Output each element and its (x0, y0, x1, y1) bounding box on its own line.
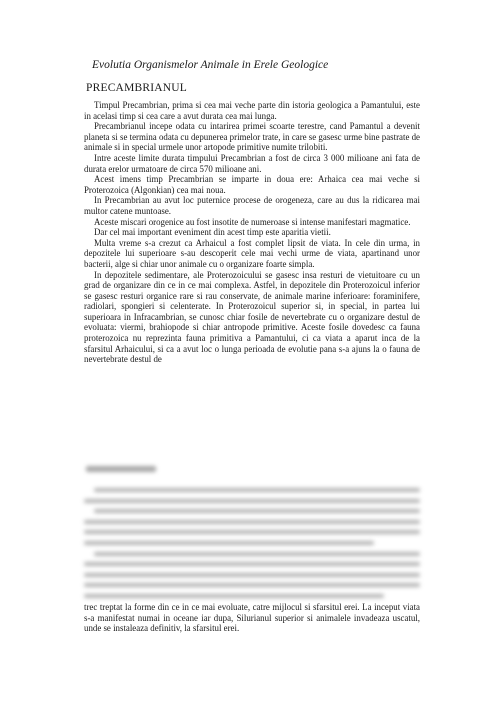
paragraph: Dar cel mai important eveniment din acest timp este aparitia vietii. (94, 227, 331, 238)
paragraph: Intre aceste limite durata timpului Precambrian a fost de circa 3 000 milioane ani fata de durata erelor urmatoare de circa 570 milioane ani. (84, 152, 420, 174)
blurred-text-lines (84, 488, 420, 605)
document-title: Evolutia Organismelor Animale in Erele Geologice (92, 59, 329, 71)
blurred-section-heading (86, 466, 156, 472)
section-heading-precambrian: PRECAMBRIANUL (86, 82, 188, 94)
paragraph: Timpul Precambrian, prima si cea mai veche parte din istoria geologica a Pamantului, este in acelasi timp si cea care a avut durata cea mai lunga. (84, 100, 420, 121)
paragraph: Precambrianul incepe odata cu intarirea primei scoarte terestre, cand Pamantul a devenit planeta si se termina odata cu depunerea primelor trate, in care se gasesc urme bine pastrate de animale si in special urmele unor artopode primitive numite trilobiti. (84, 121, 420, 153)
precambrian-body (84, 100, 420, 365)
tail-body (84, 602, 420, 634)
paragraph: Multa vreme s-a crezut ca Arhaicul a fost complet lipsit de viata. In cele din urma, in depozitele lui superioare s-au descoperit cele mai vechi urme de viata, apartinand unor bacterii, alge si chiar unor animale cu o organizare foarte simpla. (84, 237, 420, 269)
paragraph: Acest imens timp Precambrian se imparte in doua ere: Arhaica cea mai veche si Proterozoica (Algonkian) cea mai noua. (84, 174, 420, 195)
paragraph: trec treptat la forme din ce in ce mai evoluate, catre mijlocul si sfarsitul erei. La inceput viata s-a manifestat numai in oceane iar dupa, Silurianul superior si animalele invadeaza uscatul, unde se instaleaza definitiv, la sfarsitul erei. (84, 602, 420, 634)
paragraph: In Precambrian au avut loc puternice procese de orogeneza, care au dus la ridicarea mai multor catene muntoase. (84, 195, 420, 216)
blurred-preview-region (0, 388, 500, 604)
paragraph: Aceste miscari orogenice au fost insotite de numeroase si intense manifestari magmatice. (94, 216, 411, 227)
paragraph: In depozitele sedimentare, ale Proterozoicului se gasesc insa resturi de vietuitoare cu un grad de organizare din ce in ce mai complexa. Astfel, in depozitele din Proterozoicul inferior se gasesc resturi organice rare si rau conservate, de animale marine inferioare: foraminifere, radiolari, spongieri si celenterate. In Proterozoicul superior si, in special, in partea lui superioara in Infracambrian, se cunosc chiar fosile de nevertebrate cu o organizare destul de evoluata: viermi, brahiopode si chiar antropode primitive. Aceste fosile dovedesc ca fauna proterozoica nu reprezinta fauna primitiva a Pamantului, ci ca viata a aparut inca de la sfarsitul Arhaicului, si ca a avut loc o lunga perioada de evolutie pana s-a ajuns la o fauna de nevertebrate destul de (84, 269, 420, 365)
